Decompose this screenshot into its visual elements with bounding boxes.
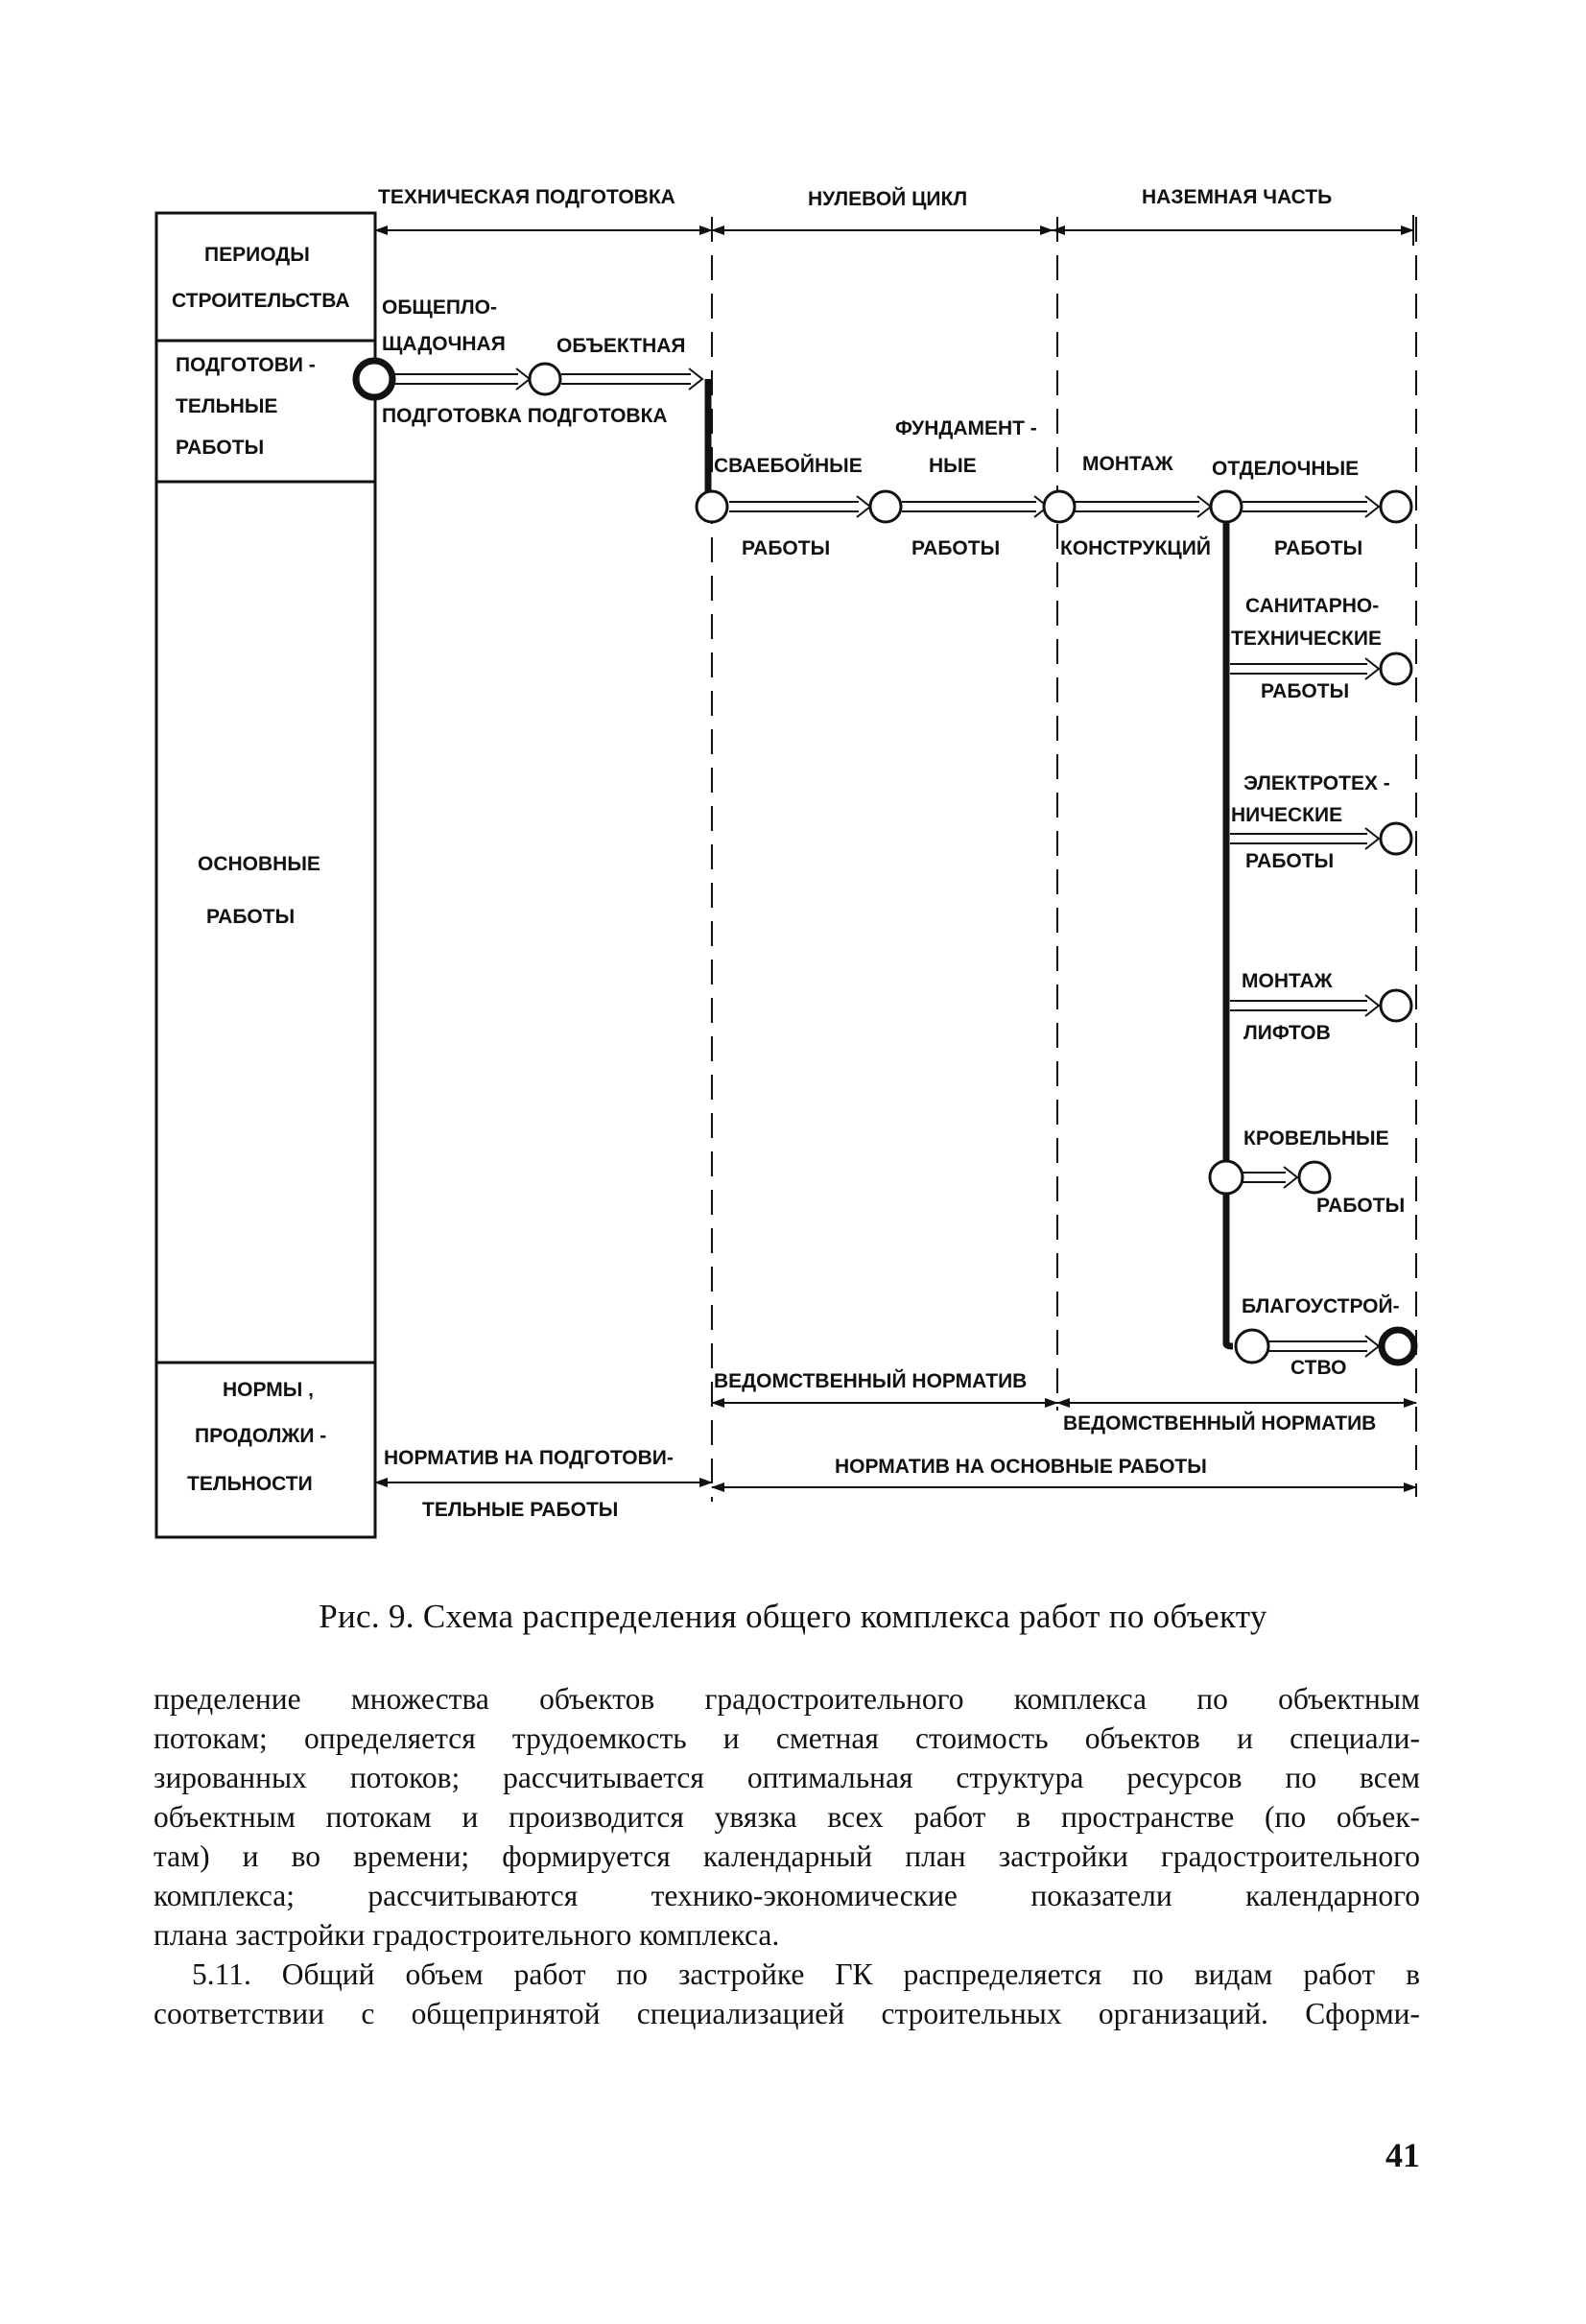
body-line: зированных потоков; рассчитывается оптимальная структура ресурсов по всем <box>154 1761 1420 1794</box>
site-prep-label-2: ЩАДОЧНАЯ <box>382 333 506 355</box>
piles-top-label: СВАЕБОЙНЫЕ <box>714 455 863 477</box>
prep-label-2: ТЕЛЬНЫЕ <box>176 395 278 417</box>
main-label-1: ОСНОВНЫЕ <box>198 853 320 875</box>
phase-header <box>375 186 1413 246</box>
sanitary-label-3: РАБОТЫ <box>1261 680 1350 702</box>
finishing-top-label: ОТДЕЛОЧНЫЕ <box>1212 458 1360 480</box>
electrical-label-1: ЭЛЕКТРОТЕХ - <box>1243 772 1390 794</box>
assembly-bottom-label: КОНСТРУКЦИЙ <box>1060 537 1211 559</box>
foundation-bottom-label: РАБОТЫ <box>911 537 1001 559</box>
body-line: соответствии с общепринятой специализацией строительных организаций. Сформи- <box>154 1997 1420 2030</box>
body-line: плана застройки градостроительного комплекса. <box>154 1918 780 1952</box>
prep-norm-label-2: ТЕЛЬНЫЕ РАБОТЫ <box>422 1499 619 1521</box>
page-number: 41 <box>1385 2136 1420 2174</box>
norms-label-2: ПРОДОЛЖИ - <box>195 1425 327 1447</box>
body-line: пределение множества объектов градостроительного комплекса по объектным <box>154 1682 1420 1716</box>
body-line: комплекса; рассчитываются технико-экономические показатели календарного <box>154 1879 1420 1912</box>
phase-above-ground: НАЗЕМНАЯ ЧАСТЬ <box>1142 186 1333 208</box>
finishing-bottom-label: РАБОТЫ <box>1274 537 1363 559</box>
assembly-top-label: МОНТАЖ <box>1082 453 1173 475</box>
body-text <box>154 1679 1420 2033</box>
body-line: 5.11. Общий объем работ по застройке ГК распределяется по видам работ в <box>192 1957 1420 1991</box>
landscaping-label-2: СТВО <box>1290 1357 1347 1379</box>
prep-label-3: РАБОТЫ <box>176 437 265 459</box>
roofing-label-2: РАБОТЫ <box>1316 1195 1406 1217</box>
phase-technical-prep: ТЕХНИЧЕСКАЯ ПОДГОТОВКА <box>378 186 675 208</box>
main-label-2: РАБОТЫ <box>206 906 296 928</box>
dept-norm-label-2: ВЕДОМСТВЕННЫЙ НОРМАТИВ <box>1063 1412 1377 1435</box>
branch-works <box>1210 595 1414 1379</box>
site-prep-label-1: ОБЩЕПЛО- <box>382 296 497 319</box>
sanitary-label-2: ТЕХНИЧЕСКИЕ <box>1231 628 1382 650</box>
periods-label-1: ПЕРИОДЫ <box>204 244 310 266</box>
main-works-network <box>697 417 1411 1339</box>
norms-label-1: НОРМЫ , <box>223 1379 314 1401</box>
left-table-labels <box>172 244 350 1495</box>
foundation-top-label-1: ФУНДАМЕНТ - <box>895 417 1037 439</box>
body-line: там) и во времени; формируется календарный план застройки градостроительного <box>154 1839 1420 1873</box>
landscaping-label-1: БЛАГОУСТРОЙ- <box>1242 1295 1400 1317</box>
prep-norm-label-1: НОРМАТИВ НА ПОДГОТОВИ- <box>384 1447 674 1469</box>
dept-norm-label-1: ВЕДОМСТВЕННЫЙ НОРМАТИВ <box>714 1370 1028 1392</box>
prep-works-network <box>356 296 708 494</box>
foundation-top-label-2: НЫЕ <box>929 455 977 477</box>
phase-zero-cycle: НУЛЕВОЙ ЦИКЛ <box>808 188 968 210</box>
electrical-label-2: НИЧЕСКИЕ <box>1231 804 1343 826</box>
object-prep-label: ОБЪЕКТНАЯ <box>556 335 686 357</box>
main-norm-label: НОРМАТИВ НА ОСНОВНЫЕ РАБОТЫ <box>835 1456 1207 1478</box>
figure-caption: Рис. 9. Схема распределения общего комплекса работ по объекту <box>319 1598 1267 1635</box>
norms-section <box>375 1369 1416 1521</box>
body-line: объектным потокам и производится увязка всех работ в пространстве (по объек- <box>154 1800 1420 1834</box>
prep-label-1: ПОДГОТОВИ - <box>176 354 316 376</box>
prep-bottom-label: ПОДГОТОВКА ПОДГОТОВКА <box>382 405 668 427</box>
electrical-label-3: РАБОТЫ <box>1245 850 1335 872</box>
norms-label-3: ТЕЛЬНОСТИ <box>187 1473 313 1495</box>
sanitary-label-1: САНИТАРНО- <box>1245 595 1380 617</box>
piles-bottom-label: РАБОТЫ <box>742 537 831 559</box>
lifts-label-2: ЛИФТОВ <box>1243 1022 1331 1044</box>
body-line: потокам; определяется трудоемкость и сметная стоимость объектов и специали- <box>154 1721 1420 1755</box>
periods-label-2: СТРОИТЕЛЬСТВА <box>172 290 350 312</box>
roofing-label-1: КРОВЕЛЬНЫЕ <box>1243 1127 1389 1150</box>
lifts-label-1: МОНТАЖ <box>1242 970 1333 992</box>
